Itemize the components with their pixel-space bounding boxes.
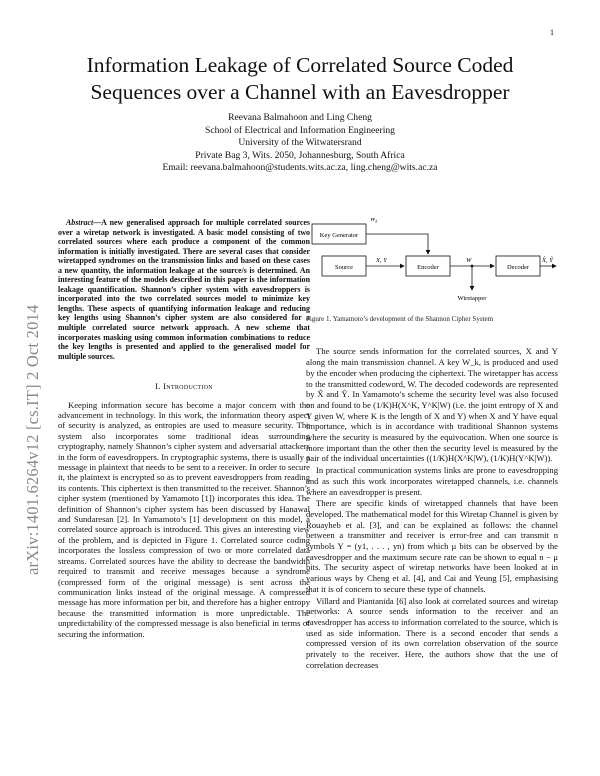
author-university: University of the Witwatersrand — [238, 137, 362, 149]
left-column — [58, 218, 310, 639]
author-school: School of Electrical and Information Engineering — [205, 124, 395, 136]
paragraph-wiretap-channels: There are specific kinds of wiretapped channels that have been developed. The mathematical model for this Wiretap Channel is given by Rouayheb et al. [3], and can be explained as follows: the channel between a transmitter and receiver is error-free and can transmit n symbols Y = (y1, . . . , yn) from which μ bits can be observed by the eavesdropper and the maximum secure rate can be shown to equal n − μ bits. The security aspect of wiretap networks have been looked at in various ways by Cheng et al. [4], and Cai and Yeung [5], emphasising that it is of concern to secure these type of channels. — [306, 498, 558, 594]
figure-1 — [306, 218, 558, 310]
w-label: W — [466, 257, 472, 264]
xy-label: X, Y — [376, 257, 387, 264]
figure-1-diagram — [306, 218, 558, 310]
wiretapper-label: Wiretapper — [457, 295, 487, 302]
key-generator-label: Key Generator — [319, 232, 359, 239]
author-block — [60, 112, 540, 175]
xhat-yhat-label: X̂, Ŷ — [542, 257, 553, 264]
arxiv-stamp: arXiv:1401.6264v12 [cs.IT] 2 Oct 2014 — [23, 304, 42, 575]
abstract — [58, 218, 310, 361]
intro-paragraph: Keeping information secure has become a major concern with the advancement in technology. In this work, the information theory aspect of security is analyzed, as entropies are used to measure security. The system also incorporates some traditional ideas surrounding cryptography, namely Shannon’s cipher system and adversarial attackers in the form of eavesdroppers. In cryptographic systems, there is usually a message in plaintext that needs to be sent to a receiver. In order to secure it, the plaintext is encrypted so as to prevent eavesdroppers from reading its contents. This ciphertext is then transmitted to the receiver. Shannon’s cipher system (mentioned by Yamamoto [1]) incorporates this idea. The definition of Shannon’s cipher system has been discussed by Hanawal and Sundaresan [2]. In Yamamoto’s [1] development on this model, a correlated source approach is introduced. This gives an interesting view of the problem, and is depicted in Figure 1. Correlated source coding incorporates the lossless compression of two or more correlated data streams. Correlated sources have the ability to decrease the bandwidth required to transmit and receive messages because a syndrome (compressed form of the original message) is sent across the communication links instead of the original message. A compressed message has more information per bit, and therefore has a higher entropy because the transmitted information is more unpredictable. The unpredictability of the compressed message is also beneficial in terms of securing the information. — [58, 399, 310, 639]
title-line-2: Sequences over a Channel with an Eavesdropper — [90, 80, 510, 104]
wk-label: $W_k$ — [370, 218, 378, 224]
author-names: Reevana Balmahoon and Ling Cheng — [228, 112, 372, 123]
section-heading-introduction: I. Introduction — [155, 381, 213, 392]
author-email: Email: reevana.balmahoon@students.wits.ac.za, ling.cheng@wits.ac.za — [162, 162, 438, 174]
right-column — [306, 218, 558, 671]
key-line — [366, 234, 428, 254]
right-text — [306, 346, 558, 670]
paper-title — [40, 52, 560, 106]
figure-1-caption: Figure 1. Yamamoto’s development of the Shannon Cipher System — [306, 315, 494, 323]
page-number: 1 — [550, 28, 554, 37]
title-line-1: Information Leakage of Correlated Source Coded — [86, 53, 514, 77]
paragraph-practical-systems: In practical communication systems links are prone to eavesdropping and as such this work incorporates wiretapped channels, i.e. channels where an eavesdropper is present. — [306, 465, 558, 497]
encoder-label: Encoder — [417, 264, 439, 271]
abstract-label: Abstract — [66, 218, 94, 227]
abstract-text: —A new generalised approach for multiple correlated sources over a wiretap network is investigated. A basic model consisting of two correlated sources where each produce a component of the common information is initially investigated. There are several cases that consider wiretapped syndromes on the transmission links and based on these cases a new quantity, the information leakage at the source/s is determined. An interesting feature of the models described in this paper is the information leakage quantification. Shannon’s cipher system with eavesdroppers is incorporated into the two correlated sources model to minimize key lengths. These aspects of quantifying information leakage and reducing key lengths using Shannon’s cipher system are also considered for a multiple correlated source network approach. A new scheme that incorporates masking using common information combinations to reduce the key lengths is presented and applied to the generalised model for multiple sources. — [58, 218, 310, 361]
paragraph-villard: Villard and Piantanida [6] also look at correlated sources and wiretap networks: A source sends information to the receiver and an eavesdropper has access to information correlated to the source, which is used as side information. There is a second encoder that sends a compressed version of its own correlation observation of the source privately to the receiver. Here, the authors show that the use of correlation decreases — [306, 595, 558, 670]
decoder-label: Decoder — [506, 264, 530, 271]
author-address: Private Bag 3, Wits. 2050, Johannesburg, South Africa — [195, 149, 405, 161]
source-label: Source — [334, 264, 354, 271]
paragraph-source-description: The source sends information for the correlated sources, X and Y along the main transmission channel. A key W_k, is produced and used by the encoder when producing the ciphertext. The wiretapper has access to the transmitted codeword, W. The decoded codewords are represented by X̂ and Ŷ. In Yamamoto’s scheme the security level was also focused on and found to be (1/K)H(X^K, Y^K|W) (i.e. the joint entropy of X and Y given W, where K is the length of X and Y) when X and Y have equal importance, which is in accordance with traditional Shannon systems where the security is measured by the equivocation. When one source is more important than the other then the security level is measured by the pair of the individual uncertainties ((1/K)H(X^K|W), (1/K)H(Y^K|W)). — [306, 346, 558, 464]
